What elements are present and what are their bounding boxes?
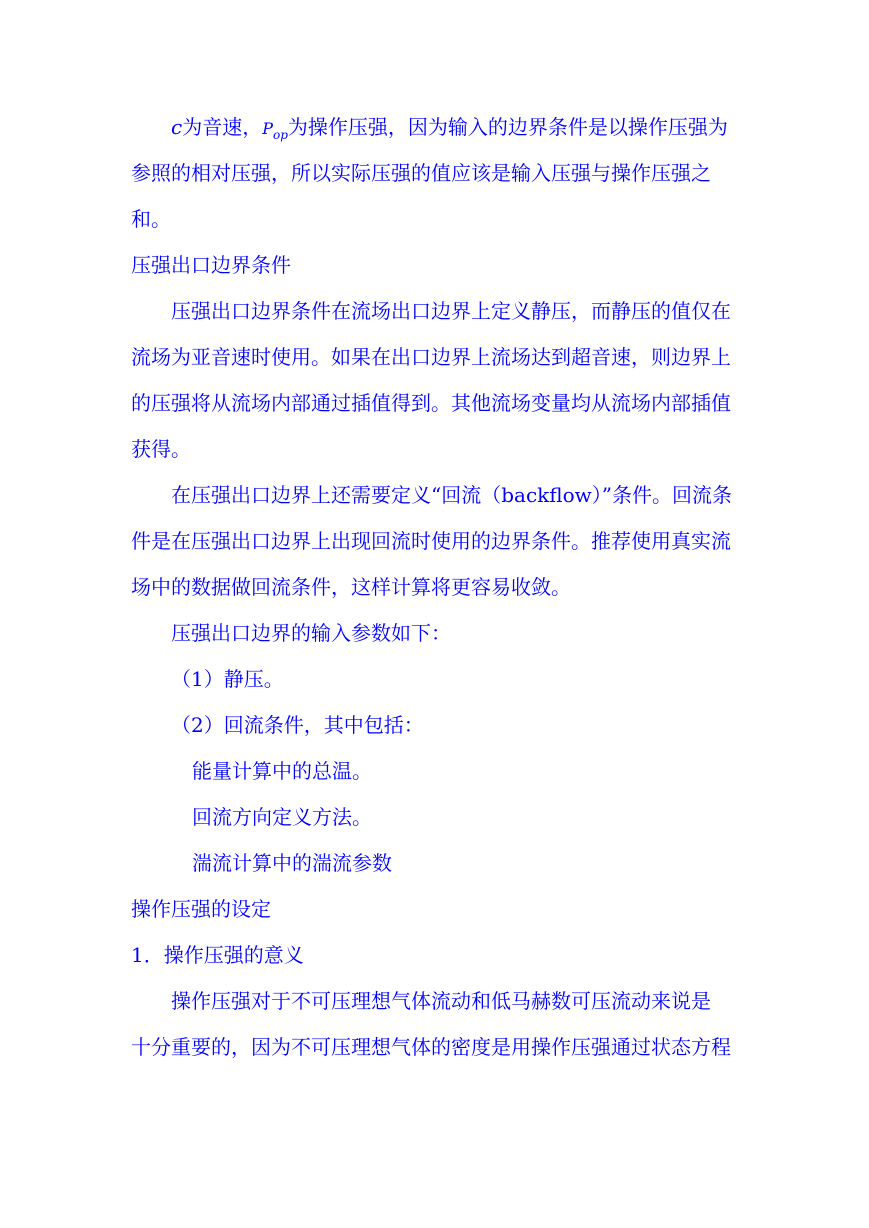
list-item-1: （1）静压。 (171, 667, 284, 691)
paragraph-3-line-2: 件是在压强出口边界上出现回流时使用的边界条件。推荐使用真实流 (131, 529, 731, 553)
paragraph-5-line-1: 操作压强对于不可压理想气体流动和低马赫数可压流动来说是 (171, 989, 711, 1013)
section-heading-pressure-outlet: 压强出口边界条件 (131, 253, 291, 277)
paragraph-4: 压强出口边界的输入参数如下： (171, 621, 451, 645)
paragraph-1-line-3: 和。 (131, 207, 171, 231)
subheading-operating-pressure-meaning: 1．操作压强的意义 (131, 943, 304, 967)
paragraph-1-line-1 (171, 113, 728, 149)
section-heading-operating-pressure: 操作压强的设定 (131, 897, 271, 921)
paragraph-2-line-3: 的压强将从流场内部通过插值得到。其他流场变量均从流场内部插值 (131, 391, 731, 415)
paragraph-3-line-3: 场中的数据做回流条件，这样计算将更容易收敛。 (131, 575, 571, 599)
list-subitem-2: 回流方向定义方法。 (192, 805, 372, 829)
paragraph-5-line-2: 十分重要的，因为不可压理想气体的密度是用操作压强通过状态方程 (131, 1035, 731, 1059)
paragraph-2-line-4: 获得。 (131, 437, 191, 461)
variable-c: c (171, 115, 183, 139)
paragraph-3-line-1: 在压强出口边界上还需要定义“回流（backflow）”条件。回流条 (171, 483, 732, 507)
paragraph-1-text-a: 为音速， (182, 115, 263, 139)
variable-p-subscript: op (272, 128, 288, 142)
paragraph-1-text-b: 为操作压强，因为输入的边界条件是以操作压强为 (287, 115, 728, 139)
list-subitem-1: 能量计算中的总温。 (192, 759, 372, 783)
paragraph-2-line-2: 流场为亚音速时使用。如果在出口边界上流场达到超音速，则边界上 (131, 345, 731, 369)
paragraph-2-line-1: 压强出口边界条件在流场出口边界上定义静压，而静压的值仅在 (171, 299, 731, 323)
variable-p: P (262, 119, 273, 138)
paragraph-1-line-2: 参照的相对压强，所以实际压强的值应该是输入压强与操作压强之 (131, 161, 711, 185)
list-item-2: （2）回流条件，其中包括： (171, 713, 424, 737)
list-subitem-3: 湍流计算中的湍流参数 (192, 851, 392, 875)
